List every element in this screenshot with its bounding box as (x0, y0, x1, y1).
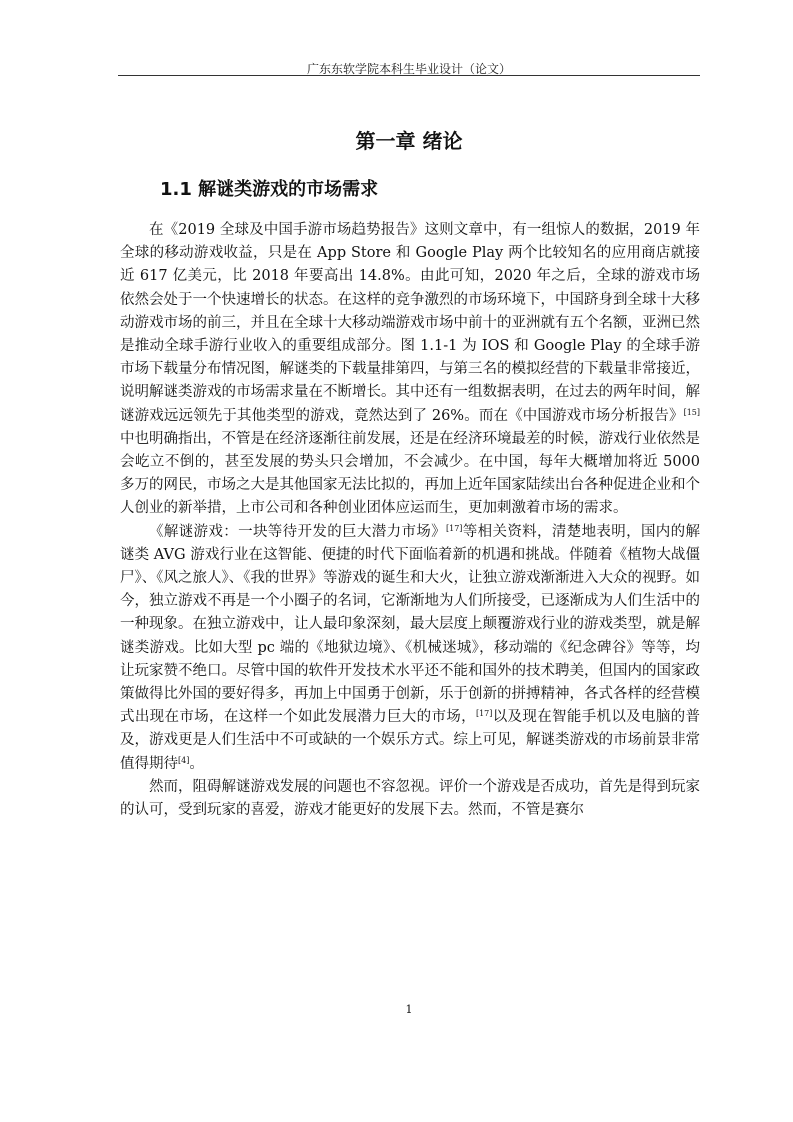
chapter-title: 第一章 绪论 (355, 129, 463, 153)
citation-marker: [17] (475, 709, 493, 719)
paragraph (120, 776, 700, 822)
header-divider (118, 75, 700, 76)
paragraph-text: 在《2019 全球及中国手游市场趋势报告》这则文章中，有一组惊人的数据，2019 年全球的移动游戏收益，只是在 App Store 和 Google Play 两个比较知名的应用商店就接近 617 亿美元，比 2018 年要高出 14.8%。由此可知，2020 年之后，全球的游戏市场依然会处于一个快速增长的状态。在这样的竞争激烈的市场环境下，中国跻身到全球十大移动游戏市场的前三，并且在全球十大移动端游戏市场中前十的亚洲就有五个名额，亚洲已然是推动全球手游行业收入的重要组成部分。图 1.1-1 为 IOS 和 Google Play 的全球手游市场下载量分布情况图，解谜类的下载量排第四，与第三名的模拟经营的下载量非常接近，说明解谜类游戏的市场需求量在不断增长。其中还有一组数据表明，在过去的两年时间，解谜游戏远远领先于其他类型的游戏，竟然达到了 26%。而在《中国游戏市场分析报告》 (120, 222, 700, 424)
paragraph-text: 中也明确指出，不管是在经济逐渐往前发展，还是在经济环境最差的时候，游戏行业依然是会屹立不倒的，甚至发展的势头只会增加，不会减少。在中国，每年大概增加将近 5000 多万的网民，市场之大是其他国家无法比拟的，再加上近年国家陆续出台各种促进企业和个人创业的新举措，上市公司和各种创业团体应运而生，更加刺激着市场的需求。 (120, 430, 700, 517)
citation-marker: [17] (446, 523, 463, 533)
body-text (120, 219, 700, 822)
paragraph-text: 以及现在智能手机以及电脑的普及，游戏更是人们生活中不可或缺的一个娱乐方式。综上可见，解谜类游戏的市场前景非常值得期待 (120, 709, 701, 772)
paragraph-text: 《解谜游戏：一块等待开发的巨大潜力市场》 (149, 523, 446, 540)
running-header: 广东东软学院本科生毕业设计（论文） (306, 62, 511, 76)
paragraph (120, 521, 700, 776)
paragraph-text: 等相关资料，清楚地表明，国内的解谜类 AVG 游戏行业在这智能、便捷的时代下面临着新的机遇和挑战。伴随着《植物大战僵尸》、《风之旅人》、《我的世界》等游戏的诞生和大火，让独立游戏渐渐进入大众的视野。如今，独立游戏不再是一个小圈子的名词，它渐渐地为人们所接受，已逐渐成为人们生活中的一种现象。在独立游戏中，让人最印象深刻，最大层度上颠覆游戏行业的游戏类型，就是解谜类游戏。比如大型 pc 端的《地狱边境》、《机械迷城》，移动端的《纪念碑谷》等等，均让玩家赞不绝口。尽管中国的软件开发技术水平还不能和国外的技术聘美，但国内的国家政策做得比外国的要好得多，再加上中国勇于创新，乐于创新的拼搏精神，各式各样的经营模式出现在市场，在这样一个如此发展潜力巨大的市场， (120, 523, 701, 726)
citation-marker: [15] (683, 407, 700, 417)
paragraph-text: 。 (189, 755, 204, 772)
paragraph-text: 然而，阻碍解谜游戏发展的问题也不容忽视。评价一个游戏是否成功，首先是得到玩家的认可，受到玩家的喜爱，游戏才能更好的发展下去。然而，不管是赛尔 (120, 778, 700, 819)
citation-marker: [4] (178, 755, 190, 765)
page-number: 1 (405, 1003, 413, 1016)
paragraph (120, 219, 700, 521)
section-title: 1.1 解谜类游戏的市场需求 (160, 179, 379, 200)
